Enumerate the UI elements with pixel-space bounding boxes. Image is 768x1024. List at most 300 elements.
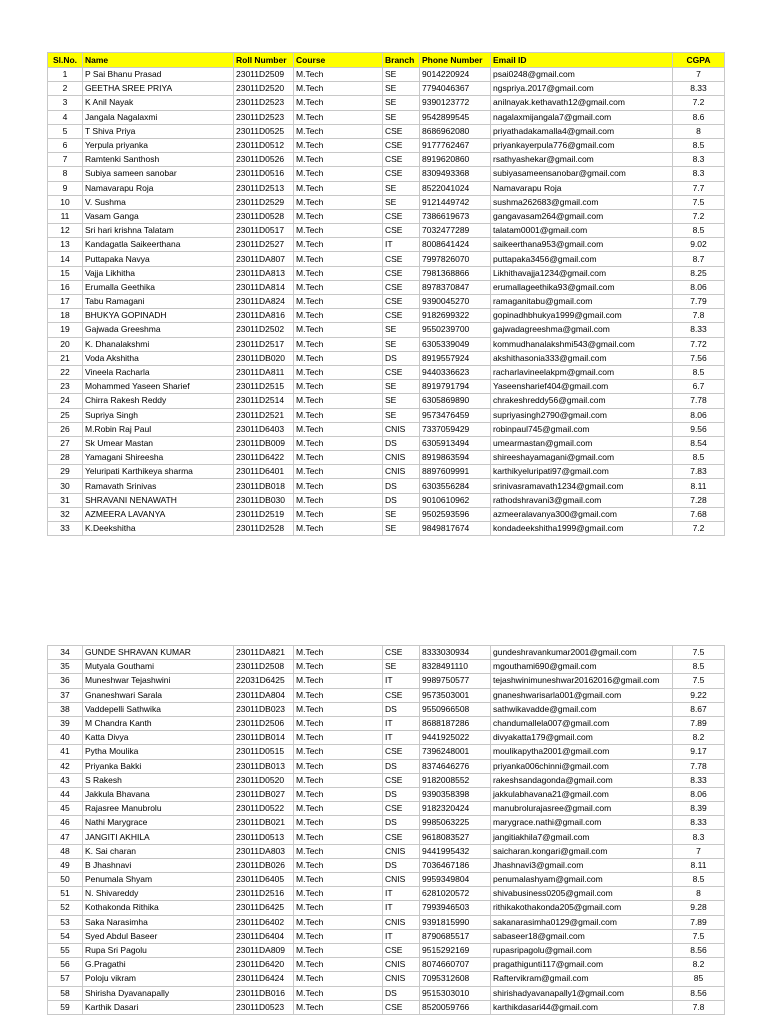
cell-roll-number: 23011DB020 bbox=[234, 351, 294, 365]
table-row bbox=[48, 153, 725, 167]
cell-roll-number: 23011DB013 bbox=[234, 759, 294, 773]
cell-roll-number: 23011DB030 bbox=[234, 493, 294, 507]
cell-cgpa: 8.56 bbox=[673, 943, 725, 957]
cell-slno: 56 bbox=[48, 958, 83, 972]
cell-course: M.Tech bbox=[294, 280, 383, 294]
cell-name: Voda Akshitha bbox=[83, 351, 234, 365]
cell-branch: CNIS bbox=[383, 873, 420, 887]
cell-branch: CNIS bbox=[383, 465, 420, 479]
cell-cgpa: 7.78 bbox=[673, 759, 725, 773]
cell-roll-number: 23011DB026 bbox=[234, 858, 294, 872]
cell-email-id: rithikakothakonda205@gmail.com bbox=[491, 901, 673, 915]
cell-roll-number: 23011DA814 bbox=[234, 280, 294, 294]
cell-email-id: gnaneshwarisarla001@gmail.com bbox=[491, 688, 673, 702]
cell-slno: 3 bbox=[48, 96, 83, 110]
cell-email-id: rakeshsandagonda@gmail.com bbox=[491, 773, 673, 787]
table-row bbox=[48, 972, 725, 986]
cell-course: M.Tech bbox=[294, 365, 383, 379]
cell-name: Poloju vikram bbox=[83, 972, 234, 986]
cell-roll-number: 23011DA813 bbox=[234, 266, 294, 280]
table-row bbox=[48, 958, 725, 972]
header-course: Course bbox=[294, 53, 383, 68]
cell-branch: DS bbox=[383, 436, 420, 450]
cell-slno: 19 bbox=[48, 323, 83, 337]
cell-roll-number: 23011D0512 bbox=[234, 138, 294, 152]
cell-roll-number: 23011D2527 bbox=[234, 238, 294, 252]
cell-phone-number: 9959349804 bbox=[420, 873, 491, 887]
cell-email-id: Likhithavajja1234@gmail.com bbox=[491, 266, 673, 280]
cell-phone-number: 6305339049 bbox=[420, 337, 491, 351]
cell-slno: 21 bbox=[48, 351, 83, 365]
cell-phone-number: 7036467186 bbox=[420, 858, 491, 872]
cell-branch: CNIS bbox=[383, 915, 420, 929]
cell-course: M.Tech bbox=[294, 873, 383, 887]
cell-course: M.Tech bbox=[294, 887, 383, 901]
cell-name: Kandagatla Saikeerthana bbox=[83, 238, 234, 252]
table-row bbox=[48, 731, 725, 745]
table-row bbox=[48, 181, 725, 195]
cell-course: M.Tech bbox=[294, 731, 383, 745]
cell-cgpa: 8.5 bbox=[673, 138, 725, 152]
cell-branch: CSE bbox=[383, 802, 420, 816]
cell-branch: IT bbox=[383, 929, 420, 943]
table-row bbox=[48, 522, 725, 536]
cell-course: M.Tech bbox=[294, 380, 383, 394]
cell-course: M.Tech bbox=[294, 787, 383, 801]
cell-email-id: Namavarapu Roja bbox=[491, 181, 673, 195]
cell-phone-number: 6305913494 bbox=[420, 436, 491, 450]
cell-cgpa: 8.6 bbox=[673, 110, 725, 124]
cell-name: M Chandra Kanth bbox=[83, 716, 234, 730]
cell-name: Priyanka Bakki bbox=[83, 759, 234, 773]
cell-name: B Jhashnavi bbox=[83, 858, 234, 872]
cell-branch: IT bbox=[383, 674, 420, 688]
cell-course: M.Tech bbox=[294, 295, 383, 309]
cell-roll-number: 23011D2517 bbox=[234, 337, 294, 351]
cell-slno: 24 bbox=[48, 394, 83, 408]
table-row bbox=[48, 337, 725, 351]
table-row bbox=[48, 365, 725, 379]
table-row bbox=[48, 943, 725, 957]
cell-cgpa: 9.17 bbox=[673, 745, 725, 759]
cell-cgpa: 7.89 bbox=[673, 915, 725, 929]
cell-branch: DS bbox=[383, 479, 420, 493]
cell-name: Shirisha Dyavanapally bbox=[83, 986, 234, 1000]
cell-cgpa: 9.02 bbox=[673, 238, 725, 252]
cell-slno: 39 bbox=[48, 716, 83, 730]
cell-email-id: gajwadagreeshma@gmail.com bbox=[491, 323, 673, 337]
cell-course: M.Tech bbox=[294, 986, 383, 1000]
cell-phone-number: 9515292169 bbox=[420, 943, 491, 957]
cell-slno: 20 bbox=[48, 337, 83, 351]
cell-branch: DS bbox=[383, 816, 420, 830]
cell-slno: 27 bbox=[48, 436, 83, 450]
cell-email-id: shivabusiness0205@gmail.com bbox=[491, 887, 673, 901]
cell-phone-number: 9390045270 bbox=[420, 295, 491, 309]
cell-slno: 33 bbox=[48, 522, 83, 536]
cell-name: Kothakonda Rithika bbox=[83, 901, 234, 915]
cell-slno: 28 bbox=[48, 451, 83, 465]
cell-slno: 30 bbox=[48, 479, 83, 493]
cell-cgpa: 8.33 bbox=[673, 323, 725, 337]
cell-email-id: ramaganitabu@gmail.com bbox=[491, 295, 673, 309]
table-row bbox=[48, 408, 725, 422]
cell-phone-number: 7095312608 bbox=[420, 972, 491, 986]
cell-course: M.Tech bbox=[294, 674, 383, 688]
cell-roll-number: 23011DA821 bbox=[234, 646, 294, 660]
student-table-2 bbox=[47, 645, 725, 1015]
cell-cgpa: 8 bbox=[673, 887, 725, 901]
cell-phone-number: 9121449742 bbox=[420, 195, 491, 209]
header-slno: Sl.No. bbox=[48, 53, 83, 68]
cell-branch: CSE bbox=[383, 138, 420, 152]
cell-branch: SE bbox=[383, 82, 420, 96]
cell-email-id: gundeshravankumar2001@gmail.com bbox=[491, 646, 673, 660]
cell-roll-number: 23011D0522 bbox=[234, 802, 294, 816]
cell-phone-number: 9182320424 bbox=[420, 802, 491, 816]
cell-cgpa: 8.54 bbox=[673, 436, 725, 450]
cell-roll-number: 23011D0528 bbox=[234, 209, 294, 223]
cell-email-id: ngspriya.2017@gmail.com bbox=[491, 82, 673, 96]
table-2-body bbox=[48, 646, 725, 1015]
cell-branch: CSE bbox=[383, 224, 420, 238]
table-row bbox=[48, 451, 725, 465]
cell-roll-number: 23011DA816 bbox=[234, 309, 294, 323]
cell-branch: SE bbox=[383, 110, 420, 124]
table-row bbox=[48, 873, 725, 887]
cell-course: M.Tech bbox=[294, 337, 383, 351]
cell-roll-number: 23011DA811 bbox=[234, 365, 294, 379]
cell-email-id: anilnayak.kethavath12@gmail.com bbox=[491, 96, 673, 110]
cell-cgpa: 7.2 bbox=[673, 522, 725, 536]
cell-course: M.Tech bbox=[294, 224, 383, 238]
cell-name: K.Deekshitha bbox=[83, 522, 234, 536]
cell-branch: CSE bbox=[383, 167, 420, 181]
cell-phone-number: 7993946503 bbox=[420, 901, 491, 915]
cell-cgpa: 8.33 bbox=[673, 82, 725, 96]
cell-course: M.Tech bbox=[294, 68, 383, 82]
cell-roll-number: 23011D2502 bbox=[234, 323, 294, 337]
cell-name: Pytha Moulika bbox=[83, 745, 234, 759]
table-row bbox=[48, 986, 725, 1000]
cell-email-id: sabaseer18@gmail.com bbox=[491, 929, 673, 943]
cell-course: M.Tech bbox=[294, 830, 383, 844]
cell-name: Jangala Nagalaxmi bbox=[83, 110, 234, 124]
header-cgpa: CGPA bbox=[673, 53, 725, 68]
cell-phone-number: 9441925022 bbox=[420, 731, 491, 745]
cell-name: SHRAVANI NENAWATH bbox=[83, 493, 234, 507]
table-row bbox=[48, 266, 725, 280]
cell-name: Ramavath Srinivas bbox=[83, 479, 234, 493]
cell-name: Yerpula priyanka bbox=[83, 138, 234, 152]
cell-phone-number: 9542899545 bbox=[420, 110, 491, 124]
cell-cgpa: 7.56 bbox=[673, 351, 725, 365]
table-row bbox=[48, 507, 725, 521]
cell-course: M.Tech bbox=[294, 802, 383, 816]
cell-course: M.Tech bbox=[294, 153, 383, 167]
cell-phone-number: 8008641424 bbox=[420, 238, 491, 252]
cell-branch: SE bbox=[383, 507, 420, 521]
cell-branch: CSE bbox=[383, 252, 420, 266]
cell-branch: IT bbox=[383, 716, 420, 730]
cell-name: Gnaneshwari Sarala bbox=[83, 688, 234, 702]
cell-name: Vineela Racharla bbox=[83, 365, 234, 379]
cell-slno: 40 bbox=[48, 731, 83, 745]
cell-email-id: azmeeralavanya300@gmail.com bbox=[491, 507, 673, 521]
cell-cgpa: 7.28 bbox=[673, 493, 725, 507]
cell-slno: 13 bbox=[48, 238, 83, 252]
cell-roll-number: 23011D6422 bbox=[234, 451, 294, 465]
cell-branch: IT bbox=[383, 887, 420, 901]
cell-slno: 25 bbox=[48, 408, 83, 422]
cell-cgpa: 7.83 bbox=[673, 465, 725, 479]
cell-name: BHUKYA GOPINADH bbox=[83, 309, 234, 323]
header-email-id: Email ID bbox=[491, 53, 673, 68]
cell-roll-number: 23011D6424 bbox=[234, 972, 294, 986]
cell-branch: DS bbox=[383, 702, 420, 716]
header-roll-number: Roll Number bbox=[234, 53, 294, 68]
cell-branch: SE bbox=[383, 68, 420, 82]
cell-course: M.Tech bbox=[294, 858, 383, 872]
table-row bbox=[48, 901, 725, 915]
cell-cgpa: 7.8 bbox=[673, 309, 725, 323]
cell-roll-number: 23011D6425 bbox=[234, 901, 294, 915]
cell-slno: 53 bbox=[48, 915, 83, 929]
cell-phone-number: 7794046367 bbox=[420, 82, 491, 96]
cell-branch: CSE bbox=[383, 830, 420, 844]
cell-name: Rajasree Manubrolu bbox=[83, 802, 234, 816]
cell-branch: CSE bbox=[383, 153, 420, 167]
cell-name: Yamagani Shireesha bbox=[83, 451, 234, 465]
cell-course: M.Tech bbox=[294, 451, 383, 465]
cell-branch: CSE bbox=[383, 943, 420, 957]
table-row bbox=[48, 238, 725, 252]
cell-name: Vajja Likhitha bbox=[83, 266, 234, 280]
cell-roll-number: 23011D2520 bbox=[234, 82, 294, 96]
table-row bbox=[48, 309, 725, 323]
table-row bbox=[48, 380, 725, 394]
cell-slno: 7 bbox=[48, 153, 83, 167]
cell-name: Namavarapu Roja bbox=[83, 181, 234, 195]
cell-phone-number: 8919557924 bbox=[420, 351, 491, 365]
cell-roll-number: 23011D2515 bbox=[234, 380, 294, 394]
cell-cgpa: 8.06 bbox=[673, 280, 725, 294]
cell-phone-number: 8686962080 bbox=[420, 124, 491, 138]
cell-course: M.Tech bbox=[294, 1000, 383, 1014]
cell-slno: 58 bbox=[48, 986, 83, 1000]
cell-name: Sk Umear Mastan bbox=[83, 436, 234, 450]
cell-roll-number: 23011D2509 bbox=[234, 68, 294, 82]
table-row bbox=[48, 745, 725, 759]
table-row bbox=[48, 138, 725, 152]
cell-cgpa: 8.11 bbox=[673, 479, 725, 493]
cell-cgpa: 7.5 bbox=[673, 674, 725, 688]
cell-branch: SE bbox=[383, 337, 420, 351]
cell-cgpa: 7.7 bbox=[673, 181, 725, 195]
cell-email-id: sushma262683@gmail.com bbox=[491, 195, 673, 209]
table-row bbox=[48, 68, 725, 82]
cell-branch: CSE bbox=[383, 295, 420, 309]
cell-branch: SE bbox=[383, 394, 420, 408]
table-row bbox=[48, 436, 725, 450]
cell-course: M.Tech bbox=[294, 82, 383, 96]
cell-slno: 47 bbox=[48, 830, 83, 844]
cell-branch: CSE bbox=[383, 124, 420, 138]
cell-roll-number: 23011D2506 bbox=[234, 716, 294, 730]
cell-slno: 45 bbox=[48, 802, 83, 816]
cell-roll-number: 23011D2528 bbox=[234, 522, 294, 536]
cell-slno: 57 bbox=[48, 972, 83, 986]
cell-cgpa: 7.2 bbox=[673, 209, 725, 223]
cell-phone-number: 6305869890 bbox=[420, 394, 491, 408]
cell-phone-number: 7032477289 bbox=[420, 224, 491, 238]
cell-slno: 11 bbox=[48, 209, 83, 223]
header-name: Name bbox=[83, 53, 234, 68]
cell-roll-number: 23011D2523 bbox=[234, 96, 294, 110]
cell-branch: CNIS bbox=[383, 972, 420, 986]
header-phone-number: Phone Number bbox=[420, 53, 491, 68]
cell-email-id: srinivasramavath1234@gmail.com bbox=[491, 479, 673, 493]
cell-branch: CSE bbox=[383, 209, 420, 223]
cell-phone-number: 8374646276 bbox=[420, 759, 491, 773]
table-row bbox=[48, 195, 725, 209]
cell-name: Katta Divya bbox=[83, 731, 234, 745]
cell-course: M.Tech bbox=[294, 688, 383, 702]
cell-branch: CSE bbox=[383, 280, 420, 294]
cell-cgpa: 8.5 bbox=[673, 873, 725, 887]
cell-email-id: supriyasingh2790@gmail.com bbox=[491, 408, 673, 422]
table-row bbox=[48, 224, 725, 238]
cell-name: Gajwada Greeshma bbox=[83, 323, 234, 337]
cell-cgpa: 85 bbox=[673, 972, 725, 986]
cell-cgpa: 7 bbox=[673, 68, 725, 82]
cell-slno: 18 bbox=[48, 309, 83, 323]
cell-phone-number: 9014220924 bbox=[420, 68, 491, 82]
cell-slno: 15 bbox=[48, 266, 83, 280]
cell-roll-number: 23011D0516 bbox=[234, 167, 294, 181]
cell-course: M.Tech bbox=[294, 901, 383, 915]
cell-branch: CSE bbox=[383, 773, 420, 787]
cell-cgpa: 8.25 bbox=[673, 266, 725, 280]
cell-name: T Shiva Priya bbox=[83, 124, 234, 138]
cell-branch: DS bbox=[383, 858, 420, 872]
cell-email-id: shirishadyavanapally1@gmail.com bbox=[491, 986, 673, 1000]
cell-phone-number: 8897609991 bbox=[420, 465, 491, 479]
cell-phone-number: 9182008552 bbox=[420, 773, 491, 787]
cell-slno: 48 bbox=[48, 844, 83, 858]
cell-slno: 6 bbox=[48, 138, 83, 152]
cell-course: M.Tech bbox=[294, 323, 383, 337]
cell-name: AZMEERA LAVANYA bbox=[83, 507, 234, 521]
cell-email-id: Raftervikram@gmail.com bbox=[491, 972, 673, 986]
table-row bbox=[48, 844, 725, 858]
cell-course: M.Tech bbox=[294, 209, 383, 223]
cell-phone-number: 8520059766 bbox=[420, 1000, 491, 1014]
cell-name: Jakkula Bhavana bbox=[83, 787, 234, 801]
cell-roll-number: 23011DA807 bbox=[234, 252, 294, 266]
cell-email-id: puttapaka3456@gmail.com bbox=[491, 252, 673, 266]
cell-email-id: karthikdasari44@gmail.com bbox=[491, 1000, 673, 1014]
cell-phone-number: 9550966508 bbox=[420, 702, 491, 716]
header-branch: Branch bbox=[383, 53, 420, 68]
cell-email-id: psai0248@gmail.com bbox=[491, 68, 673, 82]
cell-phone-number: 9390358398 bbox=[420, 787, 491, 801]
cell-roll-number: 23011D2508 bbox=[234, 660, 294, 674]
cell-email-id: marygrace.nathi@gmail.com bbox=[491, 816, 673, 830]
cell-course: M.Tech bbox=[294, 124, 383, 138]
cell-course: M.Tech bbox=[294, 943, 383, 957]
cell-roll-number: 23011D6403 bbox=[234, 422, 294, 436]
cell-roll-number: 23011D2513 bbox=[234, 181, 294, 195]
table-row bbox=[48, 915, 725, 929]
table-row bbox=[48, 252, 725, 266]
cell-cgpa: 6.7 bbox=[673, 380, 725, 394]
cell-slno: 52 bbox=[48, 901, 83, 915]
cell-phone-number: 9390123772 bbox=[420, 96, 491, 110]
cell-email-id: rupasripagolu@gmail.com bbox=[491, 943, 673, 957]
cell-branch: CSE bbox=[383, 646, 420, 660]
cell-phone-number: 9502593596 bbox=[420, 507, 491, 521]
cell-roll-number: 23011DB014 bbox=[234, 731, 294, 745]
cell-cgpa: 7.78 bbox=[673, 394, 725, 408]
cell-phone-number: 8790685517 bbox=[420, 929, 491, 943]
cell-name: Erumalla Geethika bbox=[83, 280, 234, 294]
cell-email-id: penumalashyam@gmail.com bbox=[491, 873, 673, 887]
cell-slno: 23 bbox=[48, 380, 83, 394]
cell-slno: 36 bbox=[48, 674, 83, 688]
cell-slno: 14 bbox=[48, 252, 83, 266]
cell-email-id: priyankayerpula776@gmail.com bbox=[491, 138, 673, 152]
cell-cgpa: 7.5 bbox=[673, 195, 725, 209]
table-row bbox=[48, 124, 725, 138]
table-row bbox=[48, 646, 725, 660]
cell-name: Puttapaka Navya bbox=[83, 252, 234, 266]
cell-roll-number: 23011D2516 bbox=[234, 887, 294, 901]
cell-email-id: moulikapytha2001@gmail.com bbox=[491, 745, 673, 759]
cell-course: M.Tech bbox=[294, 181, 383, 195]
cell-course: M.Tech bbox=[294, 167, 383, 181]
cell-course: M.Tech bbox=[294, 702, 383, 716]
cell-cgpa: 8.56 bbox=[673, 986, 725, 1000]
cell-roll-number: 23011D6420 bbox=[234, 958, 294, 972]
cell-course: M.Tech bbox=[294, 915, 383, 929]
cell-slno: 1 bbox=[48, 68, 83, 82]
cell-cgpa: 8.39 bbox=[673, 802, 725, 816]
cell-cgpa: 7.72 bbox=[673, 337, 725, 351]
cell-email-id: nagalaxmijangala7@gmail.com bbox=[491, 110, 673, 124]
cell-phone-number: 7337059429 bbox=[420, 422, 491, 436]
table-row bbox=[48, 82, 725, 96]
cell-email-id: racharlavineelakpm@gmail.com bbox=[491, 365, 673, 379]
cell-name: Muneshwar Tejashwini bbox=[83, 674, 234, 688]
cell-cgpa: 7.8 bbox=[673, 1000, 725, 1014]
cell-email-id: Jhashnavi3@gmail.com bbox=[491, 858, 673, 872]
cell-name: Tabu Ramagani bbox=[83, 295, 234, 309]
cell-slno: 10 bbox=[48, 195, 83, 209]
cell-roll-number: 23011D2529 bbox=[234, 195, 294, 209]
cell-phone-number: 8522041024 bbox=[420, 181, 491, 195]
cell-cgpa: 8.7 bbox=[673, 252, 725, 266]
cell-phone-number: 6303556284 bbox=[420, 479, 491, 493]
cell-course: M.Tech bbox=[294, 422, 383, 436]
cell-name: Rupa Sri Pagolu bbox=[83, 943, 234, 957]
cell-slno: 26 bbox=[48, 422, 83, 436]
cell-cgpa: 7.5 bbox=[673, 646, 725, 660]
table-row bbox=[48, 280, 725, 294]
cell-branch: CSE bbox=[383, 309, 420, 323]
cell-name: Yeluripati Karthikeya sharma bbox=[83, 465, 234, 479]
cell-name: Mutyala Gouthami bbox=[83, 660, 234, 674]
